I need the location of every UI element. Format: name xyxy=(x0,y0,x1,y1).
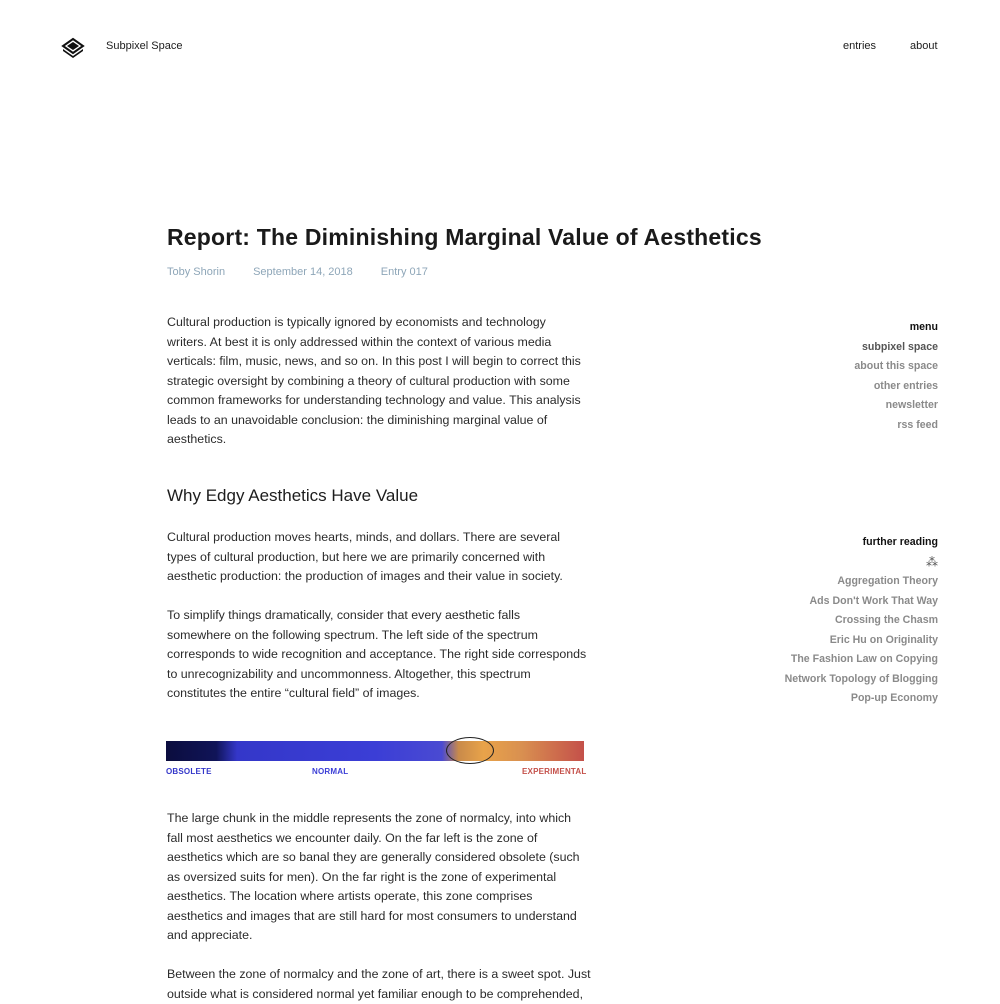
paragraph-intro: Cultural production is typically ignored by economists and technology writers. At best it is only addressed within the context of various media verticals: film, music, news, and so on. In this post I will begin to correct this strategic oversight by combining a theory of cultural production with some common frameworks for understanding technology and value. This analysis leads to an unavoidable conclusion: the diminishing marginal value of aesthetics. xyxy=(167,315,581,446)
nav-about-link[interactable]: about xyxy=(910,40,938,52)
paragraph-5: Between the zone of normalcy and the zone of art, there is a sweet spot. Just outside what is considered normal yet familiar enough to be comprehended, xyxy=(167,967,591,1001)
reading-link-fashion-law[interactable]: The Fashion Law on Copying xyxy=(790,653,938,665)
article-entry-number: Entry 017 xyxy=(380,266,428,278)
reading-link-network-topology[interactable]: Network Topology of Blogging xyxy=(784,672,938,685)
sidebar-item-subpixel-space[interactable]: subpixel space xyxy=(862,340,938,353)
site-name-link[interactable]: Subpixel Space xyxy=(106,40,183,52)
article-date: September 14, 2018 xyxy=(253,266,353,278)
nav-entries-link[interactable]: entries xyxy=(843,40,877,52)
spectrum-gradient-bar xyxy=(166,741,584,761)
article-title: Report: The Diminishing Marginal Value of Aesthetics xyxy=(167,224,762,250)
spectrum-label-obsolete: OBSOLETE xyxy=(166,767,212,776)
sidebar-item-about[interactable]: about this space xyxy=(854,360,938,372)
sweet-spot-circle xyxy=(446,737,494,764)
asterism-icon: ⁂ xyxy=(926,554,938,569)
sidebar-item-newsletter[interactable]: newsletter xyxy=(885,399,938,411)
sidebar-menu-title: menu xyxy=(909,321,938,333)
further-reading-title: further reading xyxy=(862,536,938,548)
sidebar-item-rss-feed[interactable]: rss feed xyxy=(897,418,938,431)
aesthetic-spectrum-figure xyxy=(166,734,587,780)
sidebar-menu xyxy=(854,318,938,435)
paragraph-2: Cultural production moves hearts, minds, and dollars. There are several types of cultural production, but here we are primarily concerned with aesthetic production: the production of images and their value in society. xyxy=(167,530,563,583)
diamond-logo-icon[interactable] xyxy=(61,37,85,59)
sidebar-item-other-entries[interactable]: other entries xyxy=(873,379,938,392)
paragraph-4: The large chunk in the middle represents the zone of normalcy, into which fall most aesthetics we encounter daily. On the far left is the zone of aesthetics which are so banal they are generally considered obsolete (such as oversized suits for men). On the far right is the zone of experimental aesthetics. The location where artists operate, this zone comprises aesthetics and images that are still hard for most consumers to understand and appreciate. xyxy=(167,811,580,942)
reading-link-aggregation-theory[interactable]: Aggregation Theory xyxy=(837,575,938,587)
reading-link-pop-up-economy[interactable]: Pop-up Economy xyxy=(850,692,938,704)
article-header xyxy=(167,220,762,278)
sidebar-further-reading xyxy=(785,533,938,709)
article-author: Toby Shorin xyxy=(167,266,226,278)
reading-link-eric-hu[interactable]: Eric Hu on Originality xyxy=(829,633,938,646)
reading-link-crossing-the-chasm[interactable]: Crossing the Chasm xyxy=(834,614,938,626)
article-meta xyxy=(167,266,587,278)
reading-link-ads-dont-work[interactable]: Ads Don't Work That Way xyxy=(809,594,938,607)
spectrum-label-normal: NORMAL xyxy=(312,767,349,776)
paragraph-3: To simplify things dramatically, consider that every aesthetic falls somewhere on the following spectrum. The left side of the spectrum corresponds to wide recognition and acceptance. The right side corresponds to unrecognizability and uncommonness. Altogether, this spectrum constitutes the entire “cultural field” of images. xyxy=(167,608,587,700)
spectrum-label-experimental: EXPERIMENTAL xyxy=(522,767,587,776)
section-heading: Why Edgy Aesthetics Have Value xyxy=(167,486,419,505)
